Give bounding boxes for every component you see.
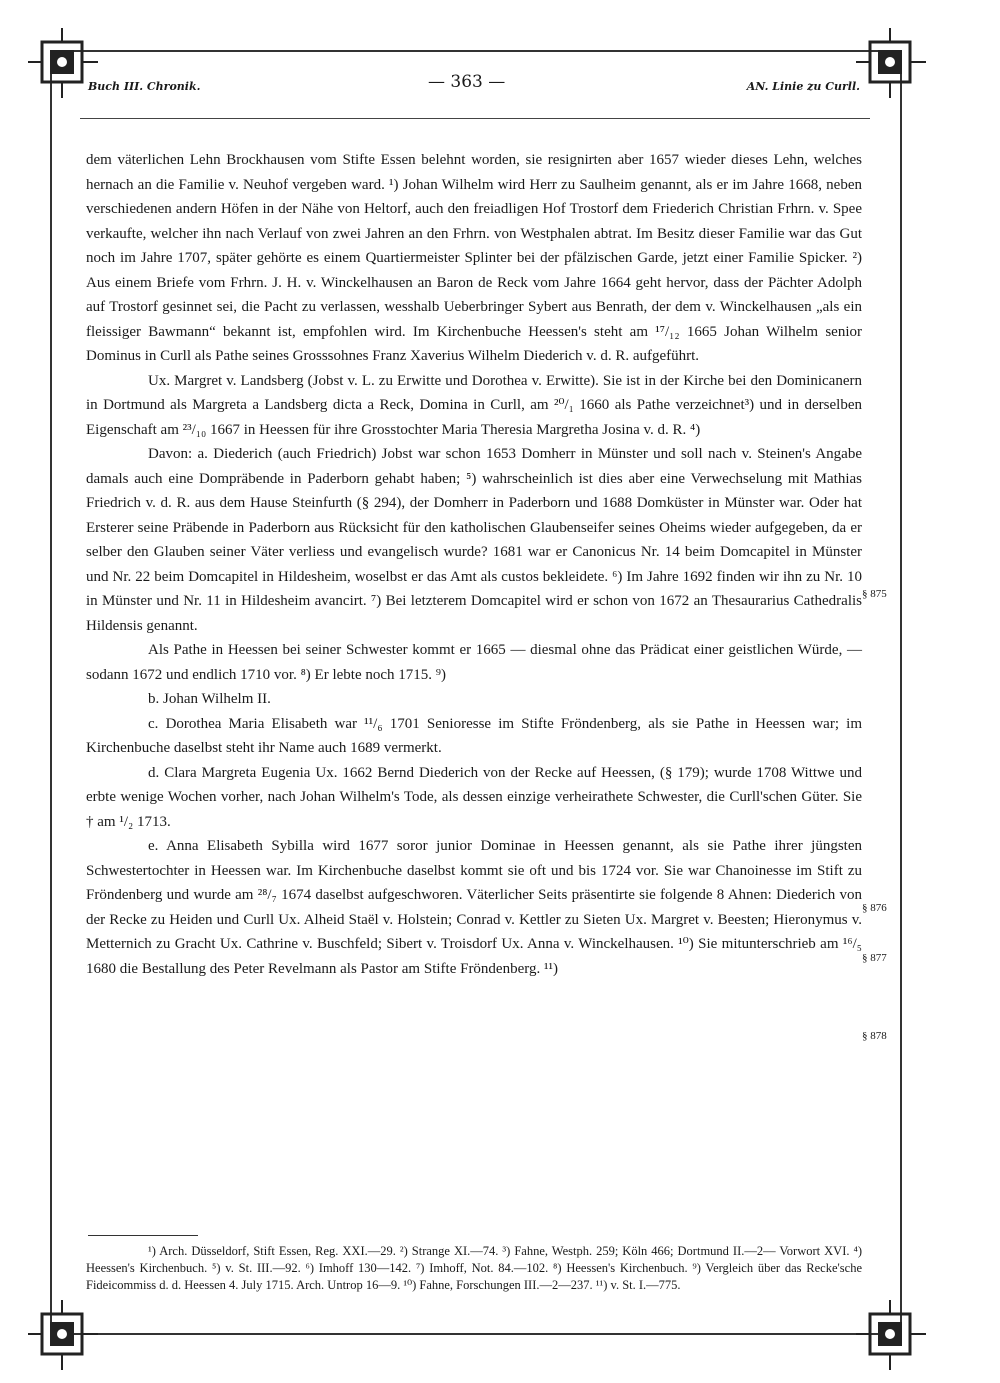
paragraph: Als Pathe in Heessen bei seiner Schwester kommt er 1665 — diesmal ohne das Prädicat einer geistlichen Würde, — sodann 1672 und endlich 1710 vor. ⁸) Er lebte noch 1715. ⁹)	[86, 642, 862, 683]
paragraph: e. Anna Elisabeth Sybilla wird 1677 soror junior Dominae in Heessen genannt, als sie Pathe ihrer jüngsten Schwestertochter in Heessen war. Im Kirchenbuche daselbst kommt sie oft und bis 1724 vor. Sie war Chanoinesse im Stift zu Fröndenberg und wurde am ²⁸/₇ 1674 daselbst aufgeschworen. Väterlicher Seits präsentirte sie folgende 8 Ahnen: Diederich von der Recke zu Heiden und Curll Ux. Alheid Staël v. Holstein; Conrad v. Kettler zu Sieten Ux. Margret v. Beesten; Hieronymus v. Metternich zu Gracht Ux. Cathrine v. Buschfeld; Sibert v. Troisdorf Ux. Anna v. Winckelhausen. ¹⁰) Sie mitunterschrieb am ¹⁶/₅ 1680 die Bestallung des Peter Revelmann als Pastor am Stifte Fröndenberg. ¹¹)	[86, 838, 862, 977]
corner-ornament-top-right	[856, 28, 926, 98]
margin-section-number: § 877	[862, 952, 887, 964]
paragraph: d. Clara Margreta Eugenia Ux. 1662 Bernd Diederich von der Recke auf Heessen, (§ 179); wurde 1708 Wittwe und erbte wenige Wochen vorher, nach Johan Wilhelm's Tode, als dessen einzige verheirathete Schwester, die Curll'schen Güter. Sie † am ¹/₂ 1713.	[86, 764, 862, 830]
paragraph: c. Dorothea Maria Elisabeth war ¹¹/₆ 1701 Senioresse im Stifte Fröndenberg, als sie Pathe in Heessen war; im Kirchenbuche daselbst steht ihr Name auch 1689 vermerkt.	[86, 715, 862, 756]
header-section-title: AN. Linie zu Curll.	[746, 80, 860, 93]
header-book-title: Buch III. Chronik.	[88, 80, 201, 93]
paragraph: b. Johan Wilhelm II.	[148, 691, 271, 707]
corner-ornament-bottom-left	[28, 1300, 98, 1370]
body-text	[86, 148, 862, 981]
page-number: — 363 —	[428, 72, 506, 92]
margin-section-number: § 876	[862, 902, 887, 914]
paragraph: Davon: a. Diederich (auch Friedrich) Jobst war schon 1653 Domherr in Münster und soll nach v. Steinen's Angabe damals auch eine Dompräbende in Paderborn gehabt haben; ⁵) wahrscheinlich ist dies aber eine Verwechselung mit Mathias Friedrich v. d. R. aus dem Hause Steinfurth (§ 294), der Domherr in Paderborn und 1688 Domküster in Münster war. Oder hat Ersterer seine Präbende in Paderborn aus Rücksicht für den katholischen Glaubenseifer seines Oheims wieder aufgegeben, da er selber den Glauben seiner Väter verliess und evangelisch wurde? 1681 war er Canonicus Nr. 14 beim Domcapitel in Münster und Nr. 22 beim Domcapitel in Hildesheim, woselbst er das Amt als custos bekleidete. ⁶) Im Jahre 1692 finden wir ihn zu Nr. 10 in Münster und Nr. 11 in Hildesheim avancirt. ⁷) Bei letzterem Domcapitel wird er schon von 1672 an Thesaurarius Cathedralis Hildensis genannt.	[86, 446, 862, 634]
frame-left	[50, 62, 52, 1324]
corner-ornament-bottom-right	[856, 1300, 926, 1370]
frame-bottom	[62, 1333, 890, 1335]
frame-right	[900, 62, 902, 1324]
margin-section-number: § 875	[862, 588, 887, 600]
footnotes	[86, 1243, 862, 1294]
footnote-rule	[88, 1235, 198, 1236]
paragraph: dem väterlichen Lehn Brockhausen vom Stifte Essen belehnt worden, sie resignirten aber 1657 wieder dieses Lehn, welches hernach an die Familie v. Neuhof vergeben ward. ¹) Johan Wilhelm wird Herr zu Saulheim genannt, als er im Jahre 1668, neben verschiedenen andern Höfen in der Nähe von Heltorf, auch den freiadligen Hof Trostorf dem Friederich Christian Frhrn. v. Spee verkaufte, welcher ihn nach Verlauf von zwei Jahren an den Frhrn. von Westphalen abtrat. Im Besitz dieser Familie war das Gut noch im Jahre 1707, später gehörte es einem Quartiermeister Splinter bei der pfälzischen Garde, jetzt einer Familie Spicker. ²) Aus einem Briefe vom Frhrn. J. H. v. Winckelhausen an Baron de Reck vom Jahre 1664 geht hervor, dass der Pächter Adolph auf Trostorf gesinnet sei, die Pacht zu verlassen, wesshalb Ueberbringer Sybert aus Benrath, der dem v. Winckelhausen „als ein fleissiger Bawmann“ bekannt ist, empfohlen wird. Im Kirchenbuche Heessen's steht am ¹⁷/₁₂ 1665 Johan Wilhelm senior Dominus in Curll als Pathe seines Grosssohnes Franz Xaverius Wilhelm Diederich v. d. R. aufgeführt.	[86, 152, 862, 364]
header-rule	[80, 118, 870, 119]
running-header	[88, 72, 860, 98]
frame-top	[62, 50, 890, 52]
footnote-text: ¹) Arch. Düsseldorf, Stift Essen, Reg. XXI.—29. ²) Strange XI.—74. ³) Fahne, Westph. 259; Köln 466; Dortmund II.—2— Vorwort XVI. ⁴) Heessen's Kirchenbuch. ⁵) v. St. III.—92. ⁶) Imhoff 130—142. ⁷) Imhoff, Not. 84.—102. ⁸) Heessen's Kirchenbuch. ⁹) Vergleich über das Recke'sche Fideicommiss d. d. Heessen 4. July 1715. Arch. Untrop 16—9. ¹⁰) Fahne, Forschungen III.—2—237. ¹¹) v. St. I.—775.	[86, 1244, 862, 1292]
paragraph: Ux. Margret v. Landsberg (Jobst v. L. zu Erwitte und Dorothea v. Erwitte). Sie ist in der Kirche bei den Dominicanern in Dortmund als Margreta a Landsberg dicta a Reck, Domina in Curll, am ²⁰/₁ 1660 als Pathe verzeichnet³) und in derselben Eigenschaft am ²³/₁₀ 1667 in Heessen für ihre Grosstochter Maria Theresia Margretha Josina v. d. R. ⁴)	[86, 372, 862, 438]
margin-section-number: § 878	[862, 1030, 887, 1042]
